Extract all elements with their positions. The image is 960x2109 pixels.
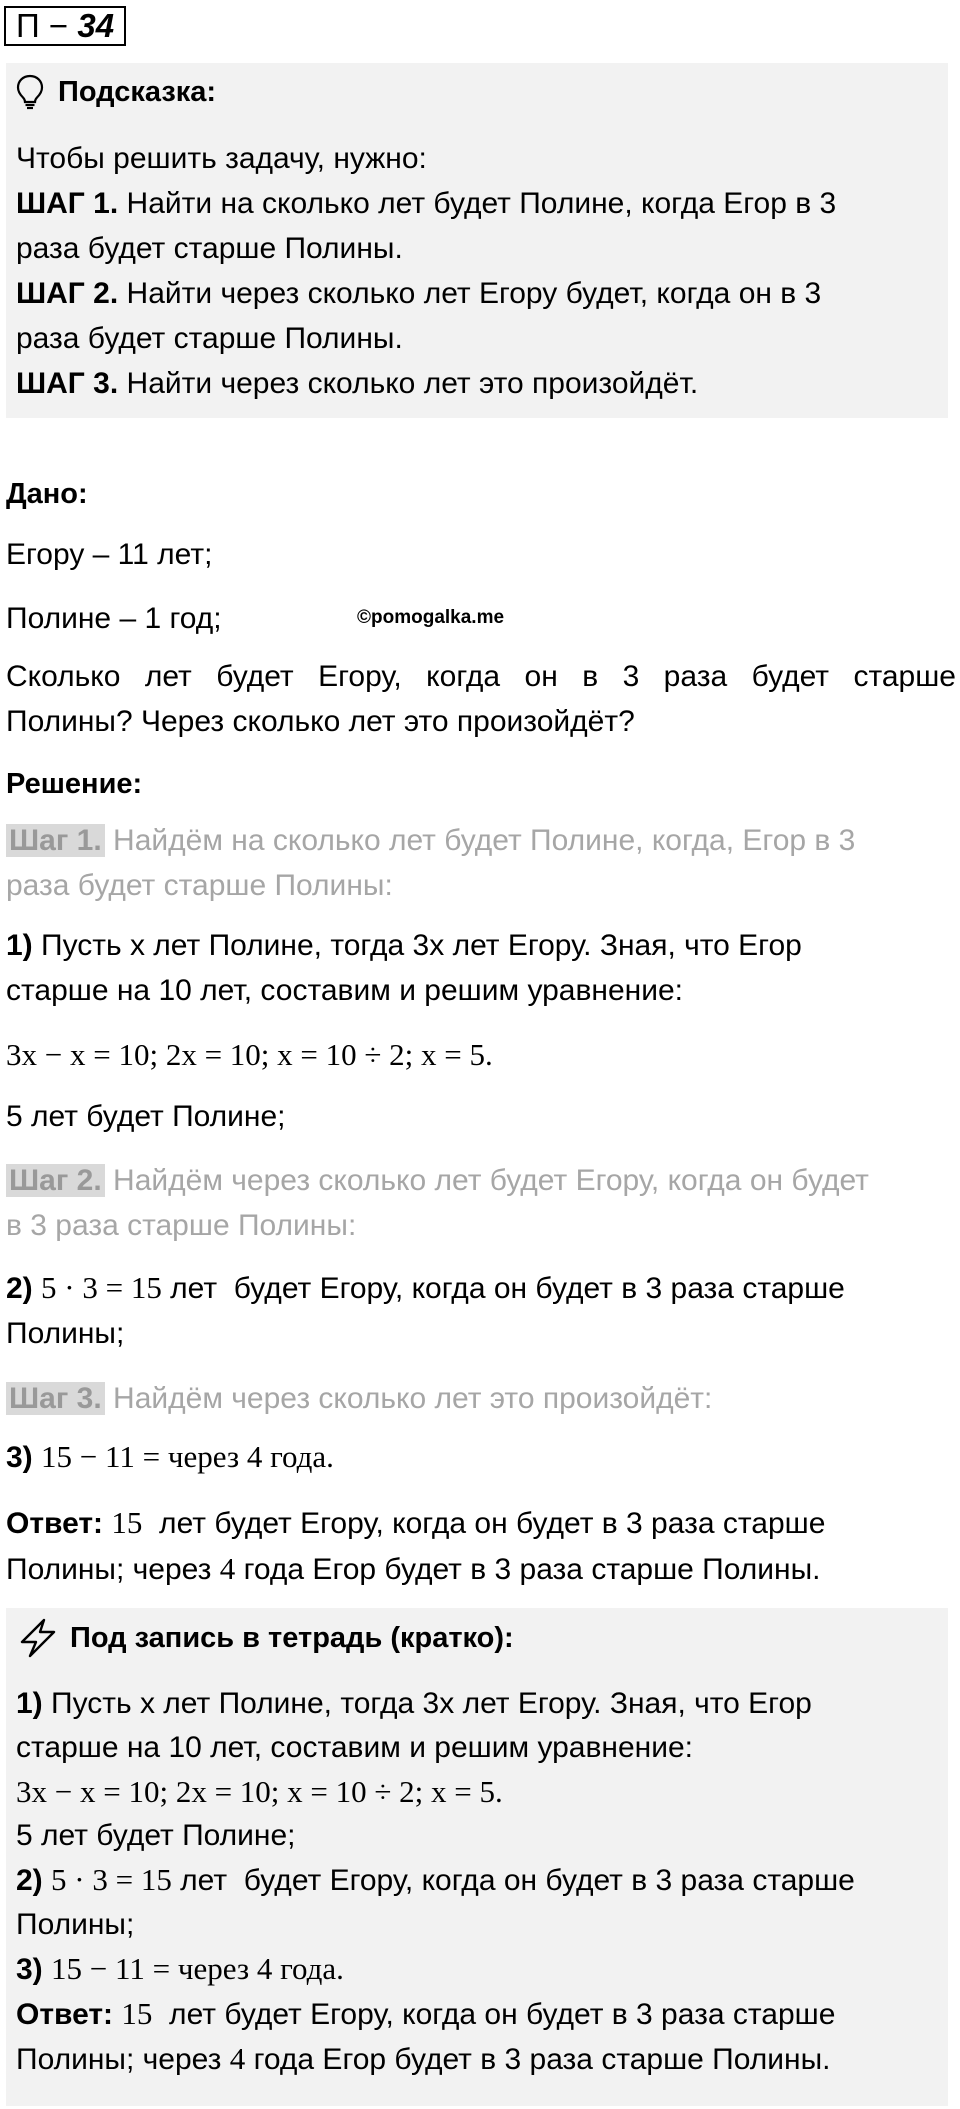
hint-step-1 (16, 181, 946, 226)
notes-answer-text-1: лет будет Егору, когда он будет в 3 раза старше (152, 1998, 836, 2031)
item-2-text: лет будет Егору, когда он будет в 3 раза старше (161, 1272, 845, 1305)
answer-label: Ответ: (6, 1507, 104, 1540)
item-3-label: 3) (6, 1441, 33, 1474)
notes-item-1-label: 1) (16, 1687, 43, 1720)
notes-item-1-text: Пусть x лет Полине, тогда 3x лет Егору. Зная, что Егор (51, 1687, 812, 1720)
step-3-text: Найдём через сколько лет это произойдёт: (113, 1382, 713, 1415)
notes-result: 5 лет будет Полине; (16, 1819, 296, 1852)
notes-body (16, 1682, 946, 2082)
notes-item-2-label: 2) (16, 1864, 43, 1897)
step-1-text: Найдём на сколько лет будет Полине, когда, Егор в 3 (113, 824, 856, 857)
answer-num-1: 15 (111, 1505, 143, 1540)
given-polina: Полине – 1 год; (6, 602, 222, 635)
item-1-text: Пусть x лет Полине, тогда 3x лет Егору. Зная, что Егор (41, 929, 802, 962)
hint-title: Подсказка: (58, 76, 217, 108)
item-1-label: 1) (6, 929, 33, 962)
step-1-label: Шаг 1. (6, 824, 105, 857)
hint-step-1-label: ШАГ 1. (16, 187, 119, 220)
item-3-math: 15 − 11 = через 4 года. (41, 1439, 334, 1474)
given-question (6, 654, 956, 744)
step-2-text-cont: в 3 раза старше Полины: (6, 1209, 357, 1242)
lightbulb-icon (16, 74, 44, 110)
item-2-label: 2) (6, 1272, 33, 1305)
solution-item-1 (6, 923, 956, 1013)
item-1-text-cont: старше на 10 лет, составим и решим уравнение: (6, 974, 684, 1007)
solution-item-2 (6, 1265, 956, 1356)
solution-step-3-heading (6, 1376, 956, 1421)
item-2-text-cont: Полины; (6, 1317, 125, 1350)
solution-title: Решение: (6, 768, 143, 800)
solution-step-2-heading (6, 1158, 956, 1248)
step-1-text-cont: раза будет старше Полины: (6, 869, 393, 902)
solution-item-3 (6, 1434, 334, 1480)
answer-text-1: лет будет Егору, когда он будет в 3 раза старше (142, 1507, 826, 1540)
notes-answer-num-1: 15 (121, 1996, 153, 2031)
given-egor: Егору – 11 лет; (6, 538, 213, 571)
given-question-line-2: Полины? Через сколько лет это произойдёт? (6, 705, 635, 738)
notes-equation: 3x − x = 10; 2x = 10; x = 10 ÷ 2; x = 5. (16, 1774, 503, 1809)
notes-item-3-math: 15 − 11 = через 4 года. (51, 1951, 344, 1986)
hint-step-2-text: Найти через сколько лет Егору будет, когда он в 3 (126, 277, 822, 310)
notes-title: Под запись в тетрадь (кратко): (70, 1622, 514, 1654)
answer-text-2b: года Егор будет в 3 раза старше Полины. (235, 1553, 821, 1586)
item-2-math: 5 · 3 = 15 (41, 1270, 162, 1305)
hint-step-2-cont: раза будет старше Полины. (16, 322, 403, 355)
equation-1: 3x − x = 10; 2x = 10; x = 10 ÷ 2; x = 5. (6, 1037, 493, 1072)
hint-step-3-label: ШАГ 3. (16, 367, 119, 400)
notes-item-2-text-cont: Полины; (16, 1908, 135, 1941)
step-3-label: Шаг 3. (6, 1382, 105, 1415)
answer-num-2: 4 (219, 1551, 236, 1586)
notes-answer-text-2a: Полины; через (16, 2043, 230, 2076)
hint-step-3-text: Найти через сколько лет это произойдёт. (126, 367, 699, 400)
hint-intro: Чтобы решить задачу, нужно: (16, 142, 427, 175)
hint-step-1-text: Найти на сколько лет будет Полине, когда Егор в 3 (126, 187, 837, 220)
result-1: 5 лет будет Полине; (6, 1100, 286, 1133)
notes-item-3-label: 3) (16, 1953, 43, 1986)
hint-step-2-label: ШАГ 2. (16, 277, 119, 310)
answer (6, 1500, 956, 1592)
hint-step-1-cont: раза будет старше Полины. (16, 232, 403, 265)
notes-answer-num-2: 4 (229, 2041, 246, 2076)
lightning-icon (18, 1618, 58, 1658)
task-id-prefix: П − (16, 7, 69, 44)
notes-answer-text-2b: года Егор будет в 3 раза старше Полины. (245, 2043, 831, 2076)
notes-item-2-math: 5 · 3 = 15 (51, 1862, 172, 1897)
notes-item-2-text: лет будет Егору, когда он будет в 3 раза старше (171, 1864, 855, 1897)
hint-step-3 (16, 361, 946, 406)
step-2-label: Шаг 2. (6, 1164, 105, 1197)
task-id-number: 34 (77, 7, 115, 44)
watermark: ©pomogalka.me (357, 607, 505, 628)
given-title: Дано: (6, 478, 88, 510)
given-question-line-1: Сколько лет будет Егору, когда он в 3 раза будет старше (6, 660, 956, 693)
notes-item-1-text-cont: старше на 10 лет, составим и решим уравнение: (16, 1731, 694, 1764)
step-2-text: Найдём через сколько лет будет Егору, когда он будет (113, 1164, 869, 1197)
solution-step-1-heading (6, 818, 956, 908)
notes-answer-label: Ответ: (16, 1998, 114, 2031)
task-id-box (4, 6, 126, 46)
answer-text-2a: Полины; через (6, 1553, 220, 1586)
hint-step-2 (16, 271, 946, 316)
hint-body (16, 136, 946, 406)
